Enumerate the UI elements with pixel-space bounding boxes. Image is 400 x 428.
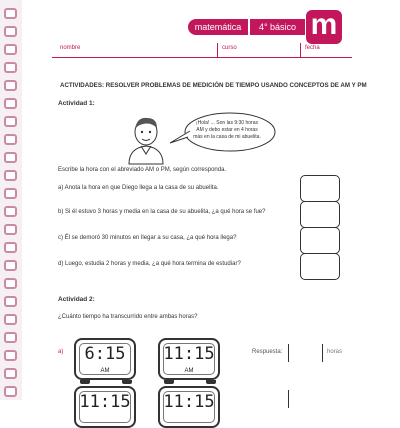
clock-foot [164,380,174,384]
speech-text [192,120,262,141]
binding-ring [4,80,17,91]
field-separator [300,43,301,57]
binding-ring [4,170,17,181]
digital-clock [158,386,220,428]
activity-2-question: ¿Cuánto tiempo ha transcurrido entre ambas horas? [58,314,198,320]
activity-2-label: Actividad 2: [58,296,95,303]
question-b: b) Si él estuvo 3 horas y media en la casa de su abuelita, ¿a qué hora se fue? [58,209,266,215]
binding-ring [4,152,17,163]
clock-ampm: AM [184,368,194,374]
binding-ring [4,134,17,145]
answer-box-a[interactable] [300,175,340,202]
item-a-label: a) [58,349,64,355]
worksheet-title: ACTIVIDADES: RESOLVER PROBLEMAS DE MEDICIÓN DE TIEMPO USANDO CONCEPTOS DE AM Y PM [60,82,367,89]
brand-logo: m [306,10,342,44]
binding-ring [4,296,17,307]
binding-ring [4,260,17,271]
question-d: d) Luego, estudia 2 horas y media, ¿a qué hora termina de estudiar? [58,261,241,267]
clock-time: 6:15 [84,344,126,364]
digital-clock [158,338,220,380]
course-field-label: curso [222,45,237,51]
digital-clock [74,386,136,428]
binding-ring [4,62,17,73]
clock-ampm: AM [100,368,110,374]
name-field-label: nombre [60,45,81,51]
boy-illustration [125,112,167,164]
binding-ring [4,188,17,199]
speech-line: AM y debo estar en 4 horas [196,127,258,133]
student-fields [52,42,352,58]
question-c: c) Él se demoró 30 minutos en llegar a su casa, ¿a qué hora llega? [58,235,237,241]
binding-ring [4,242,17,253]
binding-ring [4,314,17,325]
binding-ring [4,350,17,361]
date-field-label: fecha [305,45,320,51]
answer-box-c[interactable] [300,227,340,254]
subject-badge: matemática [188,19,248,35]
grade-badge: 4° básico [250,19,305,35]
answer-input-line[interactable] [288,390,289,408]
answer-box-d[interactable] [300,253,340,280]
clock-foot [206,380,216,384]
binding-ring [4,98,17,109]
binding-ring [4,332,17,343]
binding-ring [4,44,17,55]
spiral-binding [0,0,22,400]
binding-ring [4,278,17,289]
answer-box-b[interactable] [300,201,340,228]
binding-ring [4,26,17,37]
answer-unit: horas [327,349,343,355]
activity-1-instruction: Escribe la hora con el abreviado AM o PM, según corresponda. [58,167,227,173]
question-a: a) Anota la hora en que Diego llega a la casa de su abuelita. [58,185,219,191]
binding-ring [4,116,17,127]
clock-foot [80,380,90,384]
clock-time: 11:15 [79,392,131,412]
answer-input-line[interactable] [322,344,323,362]
clock-foot [122,380,132,384]
field-separator [217,43,218,57]
speech-line: ¡Hola! ... Son las 9:30 horas [196,120,258,126]
answer-input-line[interactable] [288,344,289,362]
binding-ring [4,224,17,235]
digital-clock [74,338,136,380]
binding-ring [4,386,17,397]
binding-ring [4,206,17,217]
clock-time: 11:15 [163,392,215,412]
speech-line: más en la casa de mi abuelita. [193,134,261,140]
activity-1-label: Actividad 1: [58,100,95,107]
binding-ring [4,368,17,379]
binding-ring [4,8,17,19]
answer-label: Respuesta: [252,349,283,355]
clock-time: 11:15 [163,344,215,364]
